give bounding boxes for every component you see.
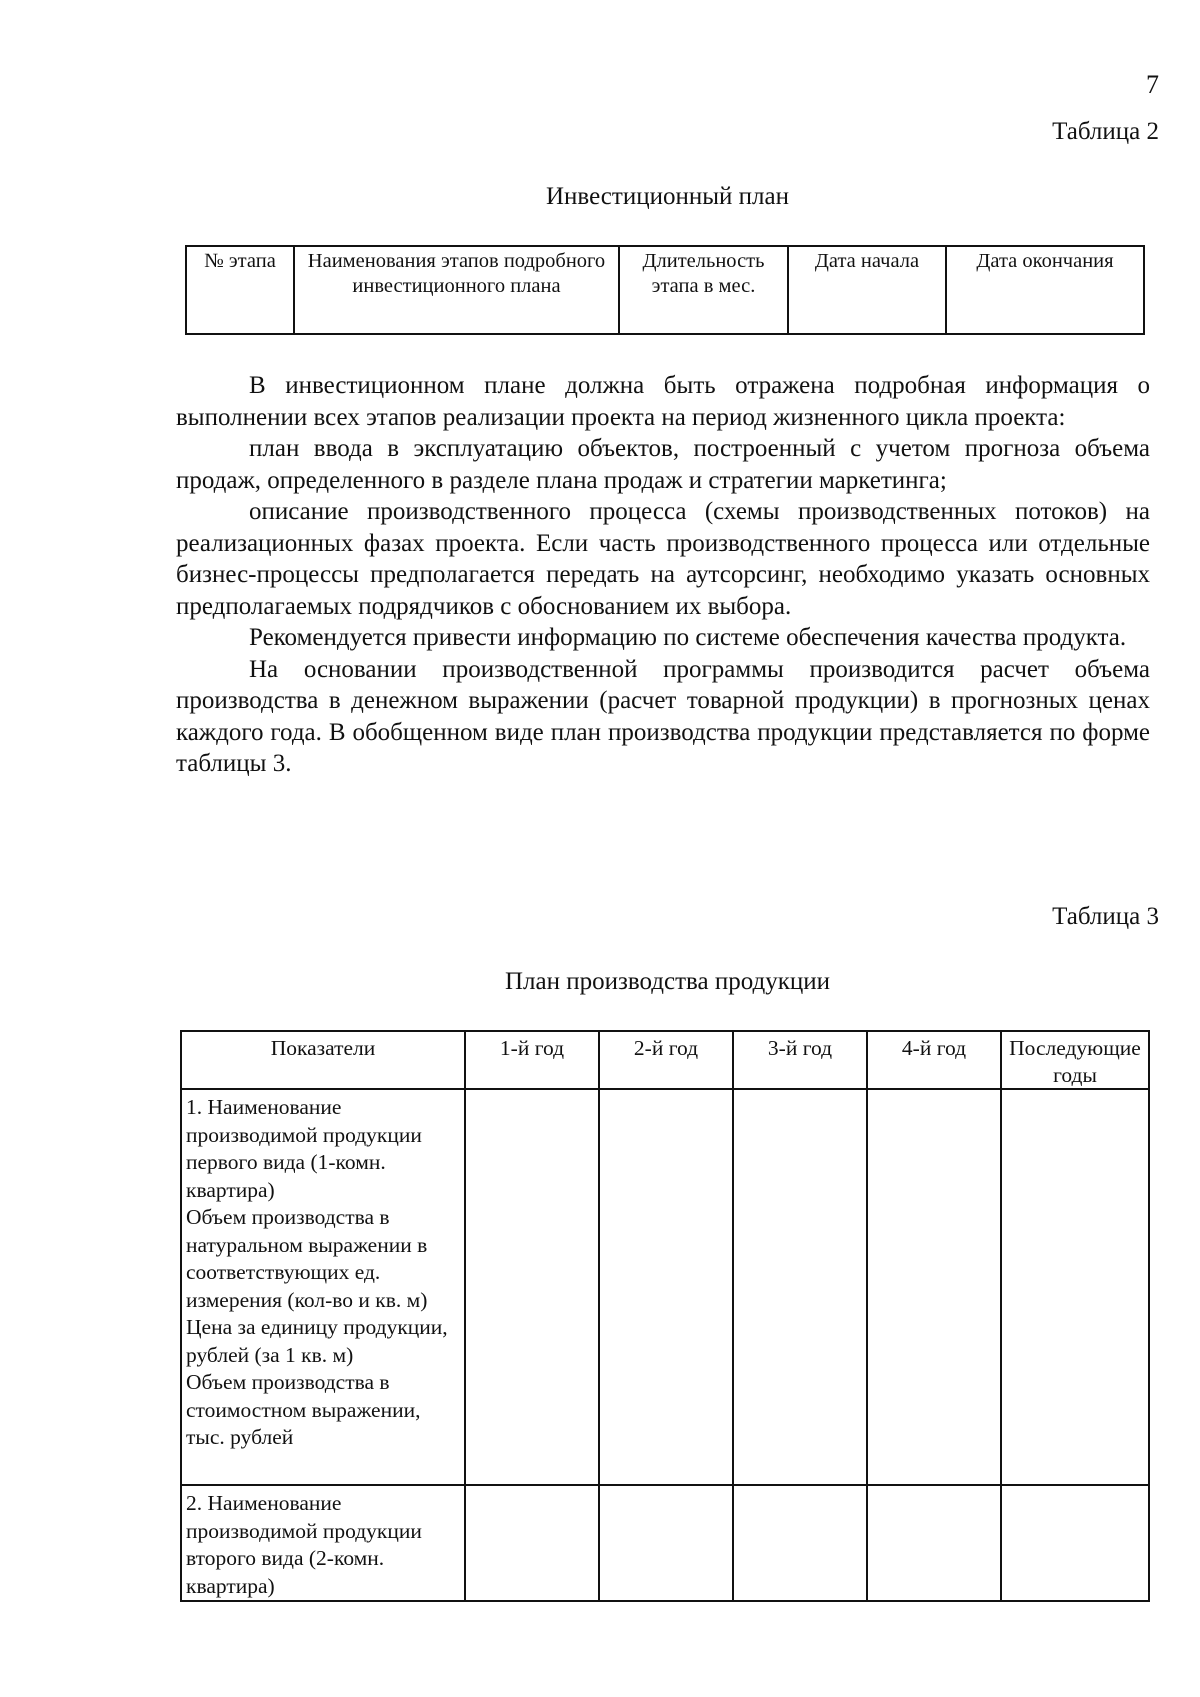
table-header-row — [181, 1031, 1149, 1089]
value-cell — [599, 1089, 733, 1485]
paragraph: Рекомендуется привести информацию по системе обеспечения качества продукта. — [249, 624, 1127, 651]
value-cell — [733, 1485, 867, 1601]
header-duration: Длительность этапа в мес. — [619, 246, 788, 334]
indicator-line: Объем производства в натуральном выражении в соответствующих ед. измерения (кол-во и кв. м) — [186, 1205, 428, 1312]
table-row — [181, 1485, 1149, 1601]
header-year-3: 3-й год — [733, 1031, 867, 1089]
header-subsequent-years: Последующие годы — [1001, 1031, 1149, 1089]
value-cell — [867, 1485, 1001, 1601]
paragraph: описание производственного процесса (схемы производственных потоков) на реализационных фазах проекта. Если часть производственного процесса или отдельные бизнес-процессы предполагается передать на аутсорсинг, необходимо указать основных предполагаемых подрядчиков с обоснованием их выбора. — [176, 498, 1150, 620]
table-3-title: План производства продукции — [504, 968, 831, 995]
paragraph: В инвестиционном плане должна быть отражена подробная информация о выполнении всех этапов реализации проекта на период жизненного цикла проекта: — [176, 372, 1150, 431]
indicator-line: 1. Наименование производимой продукции первого вида (1-комн. квартира) — [186, 1095, 422, 1202]
indicator-line: 2. Наименование производимой продукции второго вида (2-комн. квартира) — [186, 1491, 422, 1598]
header-stage-names: Наименования этапов подробного инвестиционного плана — [294, 246, 619, 334]
table-row — [181, 1089, 1149, 1485]
header-year-2: 2-й год — [599, 1031, 733, 1089]
header-end-date: Дата окончания — [946, 246, 1144, 334]
header-stage-number: № этапа — [186, 246, 294, 334]
header-start-date: Дата начала — [788, 246, 946, 334]
indicator-cell — [181, 1089, 465, 1485]
value-cell — [867, 1089, 1001, 1485]
body-text — [176, 370, 1150, 780]
table-2-title: Инвестиционный план — [546, 183, 789, 210]
paragraph: На основании производственной программы производится расчет объема производства в денежном выражении (расчет товарной продукции) в прогнозных ценах каждого года. В обобщенном виде план производства продукции представляется по форме таблицы 3. — [176, 655, 1150, 777]
value-cell — [465, 1485, 599, 1601]
page-number: 7 — [1146, 70, 1159, 99]
value-cell — [1001, 1485, 1149, 1601]
table-2-label: Таблица 2 — [1052, 118, 1159, 145]
table-header-row — [186, 246, 1144, 334]
header-indicators: Показатели — [181, 1031, 465, 1089]
investment-plan-table — [185, 245, 1145, 335]
value-cell — [465, 1089, 599, 1485]
paragraph: план ввода в эксплуатацию объектов, построенный с учетом прогноза объема продаж, определенного в разделе плана продаж и стратегии маркетинга; — [176, 435, 1150, 494]
header-year-4: 4-й год — [867, 1031, 1001, 1089]
table-3-label: Таблица 3 — [1052, 903, 1159, 930]
value-cell — [1001, 1089, 1149, 1485]
value-cell — [733, 1089, 867, 1485]
indicator-line: Объем производства в стоимостном выражении, тыс. рублей — [186, 1370, 421, 1449]
header-year-1: 1-й год — [465, 1031, 599, 1089]
production-plan-table — [180, 1030, 1150, 1602]
value-cell — [599, 1485, 733, 1601]
indicator-line: Цена за единицу продукции, рублей (за 1 кв. м) — [186, 1315, 448, 1367]
indicator-cell — [181, 1485, 465, 1601]
